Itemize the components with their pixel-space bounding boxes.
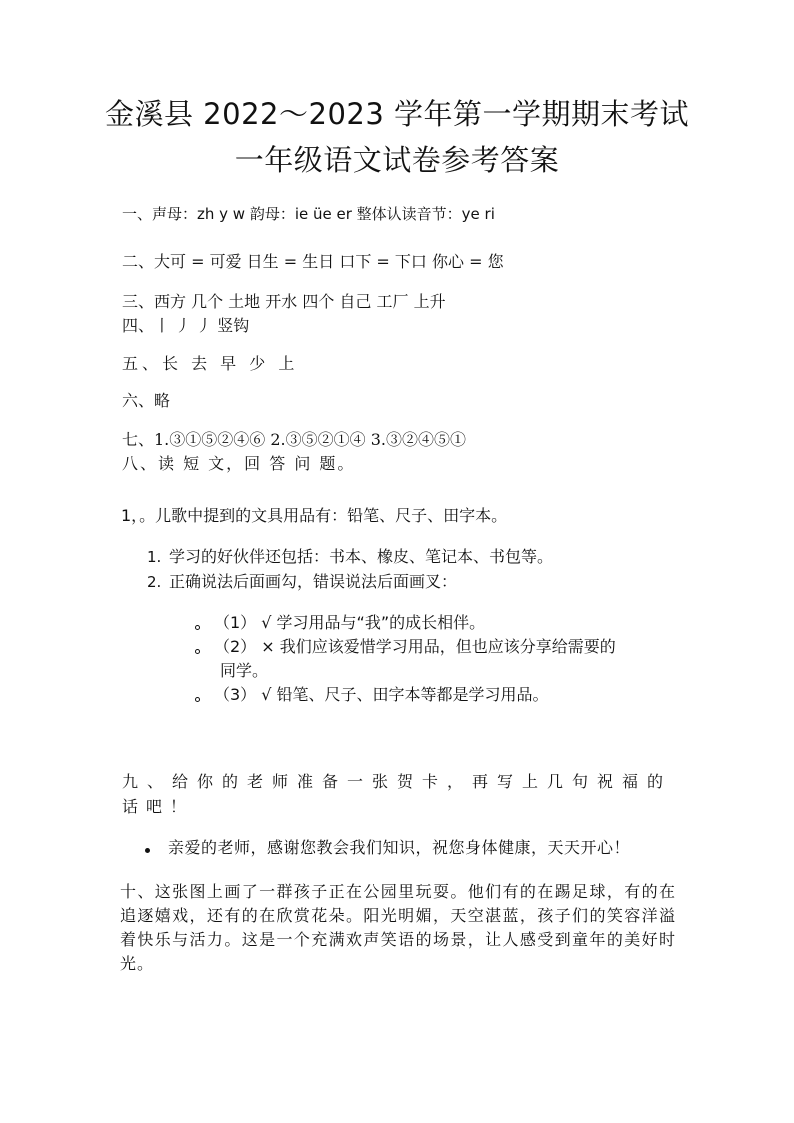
- circle-bullet-icon: [195, 625, 200, 630]
- answer-q9-header-cont: 话吧！: [122, 797, 195, 816]
- page-title-line1: 金溪县 2022～2023 学年第一学期期末考试: [104, 97, 690, 131]
- answer-q9-greeting: 亲爱的老师，感谢您教会我们知识，祝您身体健康，天天开心！: [168, 838, 631, 857]
- answer-q9-header: 九、给你的老师准备一张贺卡，再写上几句祝福的: [122, 772, 673, 791]
- answer-q8-item-0: 1，。儿歌中提到的文具用品有：铅笔、尺子、田字本。: [121, 506, 508, 525]
- circle-bullet-icon: [195, 649, 200, 654]
- answer-q2: 二、大可 = 可爱 日生 = 生日 口下 = 下口 你心 = 您: [122, 252, 504, 271]
- list-item-text: 学习的好伙伴还包括：书本、橡皮、笔记本、书包等。: [169, 547, 554, 566]
- answer-q10-paragraph: 十、这张图上画了一群孩子正在公园里玩耍。他们有的在踢足球，有的在追逐嬉戏，还有的在欣赏花朵。阳光明媚，天空湛蓝，孩子们的笑容洋溢着快乐与活力。这是一个充满欢声笑语的场景，让人感受到童年的美好时光。: [120, 882, 676, 973]
- bullet-dot-icon: [145, 848, 150, 853]
- sub-list-item-continuation: 同学。: [220, 661, 269, 680]
- list-item-text: 正确说法后面画勾，错误说法后面画叉：: [169, 572, 458, 591]
- answer-q7: 七、1.③①⑤②④⑥ 2.③⑤②①④ 3.③②④⑤①: [122, 430, 466, 449]
- sub-list-item: （3） √ 铅笔、尺子、田字本等都是学习用品。: [214, 685, 549, 704]
- circle-bullet-icon: [195, 697, 200, 702]
- answer-q1: 一、声母：zh y w 韵母：ie üe er 整体认读音节：ye ri: [122, 205, 495, 223]
- answer-q3: 三、西方 几个 土地 开水 四个 自己 工厂 上升: [122, 292, 446, 311]
- answer-q8-header: 八、读 短 文，回 答 问 题。: [122, 454, 356, 473]
- answer-q6: 六、略: [122, 391, 171, 410]
- answer-q5: 五、长 去 早 少 上: [122, 354, 299, 373]
- answer-q4: 四、丨 丿 丿 竖钩: [122, 316, 250, 335]
- sub-list-item: （2） × 我们应该爱惜学习用品，但也应该分享给需要的: [214, 637, 616, 656]
- page-title-line2: 一年级语文试卷参考答案: [234, 143, 560, 177]
- list-item-number: 2.: [147, 573, 162, 591]
- sub-list-item: （1） √ 学习用品与“我”的成长相伴。: [214, 613, 486, 632]
- list-item-number: 1.: [147, 548, 162, 566]
